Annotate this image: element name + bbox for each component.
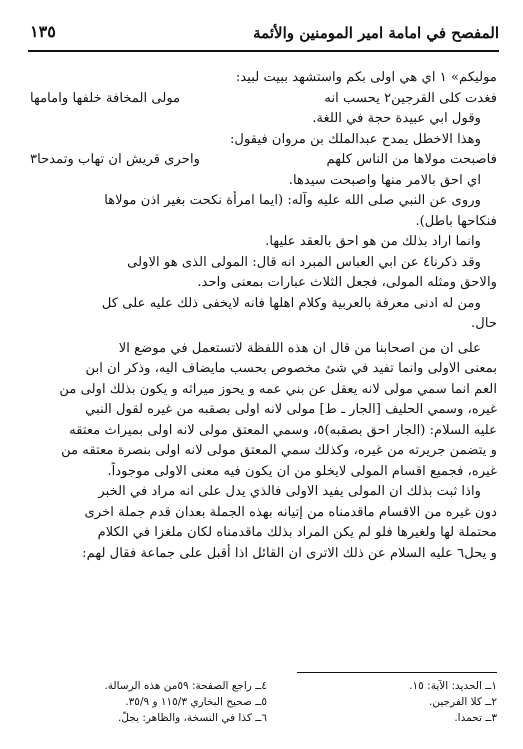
text-line: وقد ذكرنا٤ عن ابي العباس المبرد انه قال: المولى الذى هو الاولى [127,254,481,270]
text-line: حال. [471,316,497,331]
text-line: بمعنى الاولى وانما تفيد في شئ مخصوص بحسب مايضاف اليه، وذكر ان ابن [85,361,497,376]
page-header [28,18,499,52]
text-line: وروى عن النبي صلى الله عليه وآله: (ايما امرأة نكحت بغير اذن مولاها [104,193,481,208]
verse-second-hemistich: مولى المخافة خلفها وامامها [30,90,181,106]
text-line: وهذا الاخطل يمدح عبدالملك بن مروان فيقول: [229,131,481,147]
footnote: ١ــ الحديد: الآية: ١٥. [409,680,497,692]
page-number: ١٣٥ [30,22,56,41]
footnote-rule [297,672,497,673]
header-rule [28,50,499,52]
verse-line [30,89,497,110]
text-line: عليه السلام: (الجار احق بصقبه)٥، وسمي المعتق مولى لانه اولى بميراث معتقه [69,422,497,438]
verse-second-hemistich: واحرى قريش ان تهاب وتمدحا٣ [30,152,200,167]
footnote: ٣ــ تحمدا. [454,712,497,724]
footnotes-left-column [27,678,267,726]
text-line: محتملة لها ولغيرها فلو لم يكن المراد بذلك ماقدمناه لكان ملغزا في الكلام [97,525,497,540]
text-line: موليكم» ١ اي هي اولى بكم واستشهد ببيت لبيد: [235,70,497,85]
main-text [30,68,497,564]
footnotes-right-column [307,678,497,726]
text-line: و يحل٦ عليه السلام عن ذلك الاترى ان القائل اذا أقبل على جماعة فقال لهم: [82,545,497,561]
text-line: العم انما سمي مولى لانه يعقل عن بني عمه و يحوز ميراثه و يكون بذلك اولى من [59,381,497,397]
verse-first-hemistich: فاصبحت مولاها من الناس كلهم [326,152,497,167]
text-line: وانما اراد بذلك من هو احق بالعقد عليها. [265,234,481,249]
verse-line [30,150,497,171]
text-line: فنكاحها باطل). [415,213,497,229]
footnote: ٢ــ كلا الفرجين. [429,696,497,708]
running-title: المفصح في امامة امير المومنين والأئمة [253,24,499,42]
text-line: غيره، فجميع اقسام المولى لايخلو من ان يكون فيه معنى الاولى موجوداً. [107,463,497,479]
text-line: ومن له ادنى معرفة بالعربية وكلام اهلها فانه لايخفى ذلك عليه على كل [101,295,481,311]
text-line: وقول ابي عبيدة حجة في اللغة. [312,111,481,126]
text-line: واذا ثبت بذلك ان المولى يفيد الاولى فالذي يدل على انه مراد في الخبر [98,484,481,499]
text-line: غيره، وسمي الحليف [الجار ـ ط] مولى لانه اولى بصقبه من غيره لقول النبي [85,402,497,417]
footnotes [30,672,497,732]
text-line: دون غيره من الاقسام ماقدمناه من إتيانه بهذه الجملة بعدان قدم جملة اخرى [84,504,497,520]
footnote: ٥ــ صحيح البخاري ١١٥/٣ و ٣٥/٩. [125,696,267,708]
footnote: ٦ــ كذا في النسخة، والظاهر: يجلّ. [118,712,267,724]
text-line: على ان من اصحابنا من قال ان هذه اللفظة لاتستعمل في موضع الا [118,340,481,356]
text-line: و يتضمن جريرته من غيره، وكذلك سمي المعتق مولى لانه اولى بنصرة معتقه من [61,443,497,458]
text-line: والاحق ومثله المولى، فجعل الثلاث عبارات بمعنى واحد. [197,275,497,290]
verse-first-hemistich: فغدت كلى القرجين٢ يحسب انه [324,90,497,106]
footnote: ٤ــ راجع الصفحة: ٥٩من هذه الرسالة. [104,680,267,692]
text-line: اي احق بالامر منها واصبحت سيدها. [288,172,481,188]
